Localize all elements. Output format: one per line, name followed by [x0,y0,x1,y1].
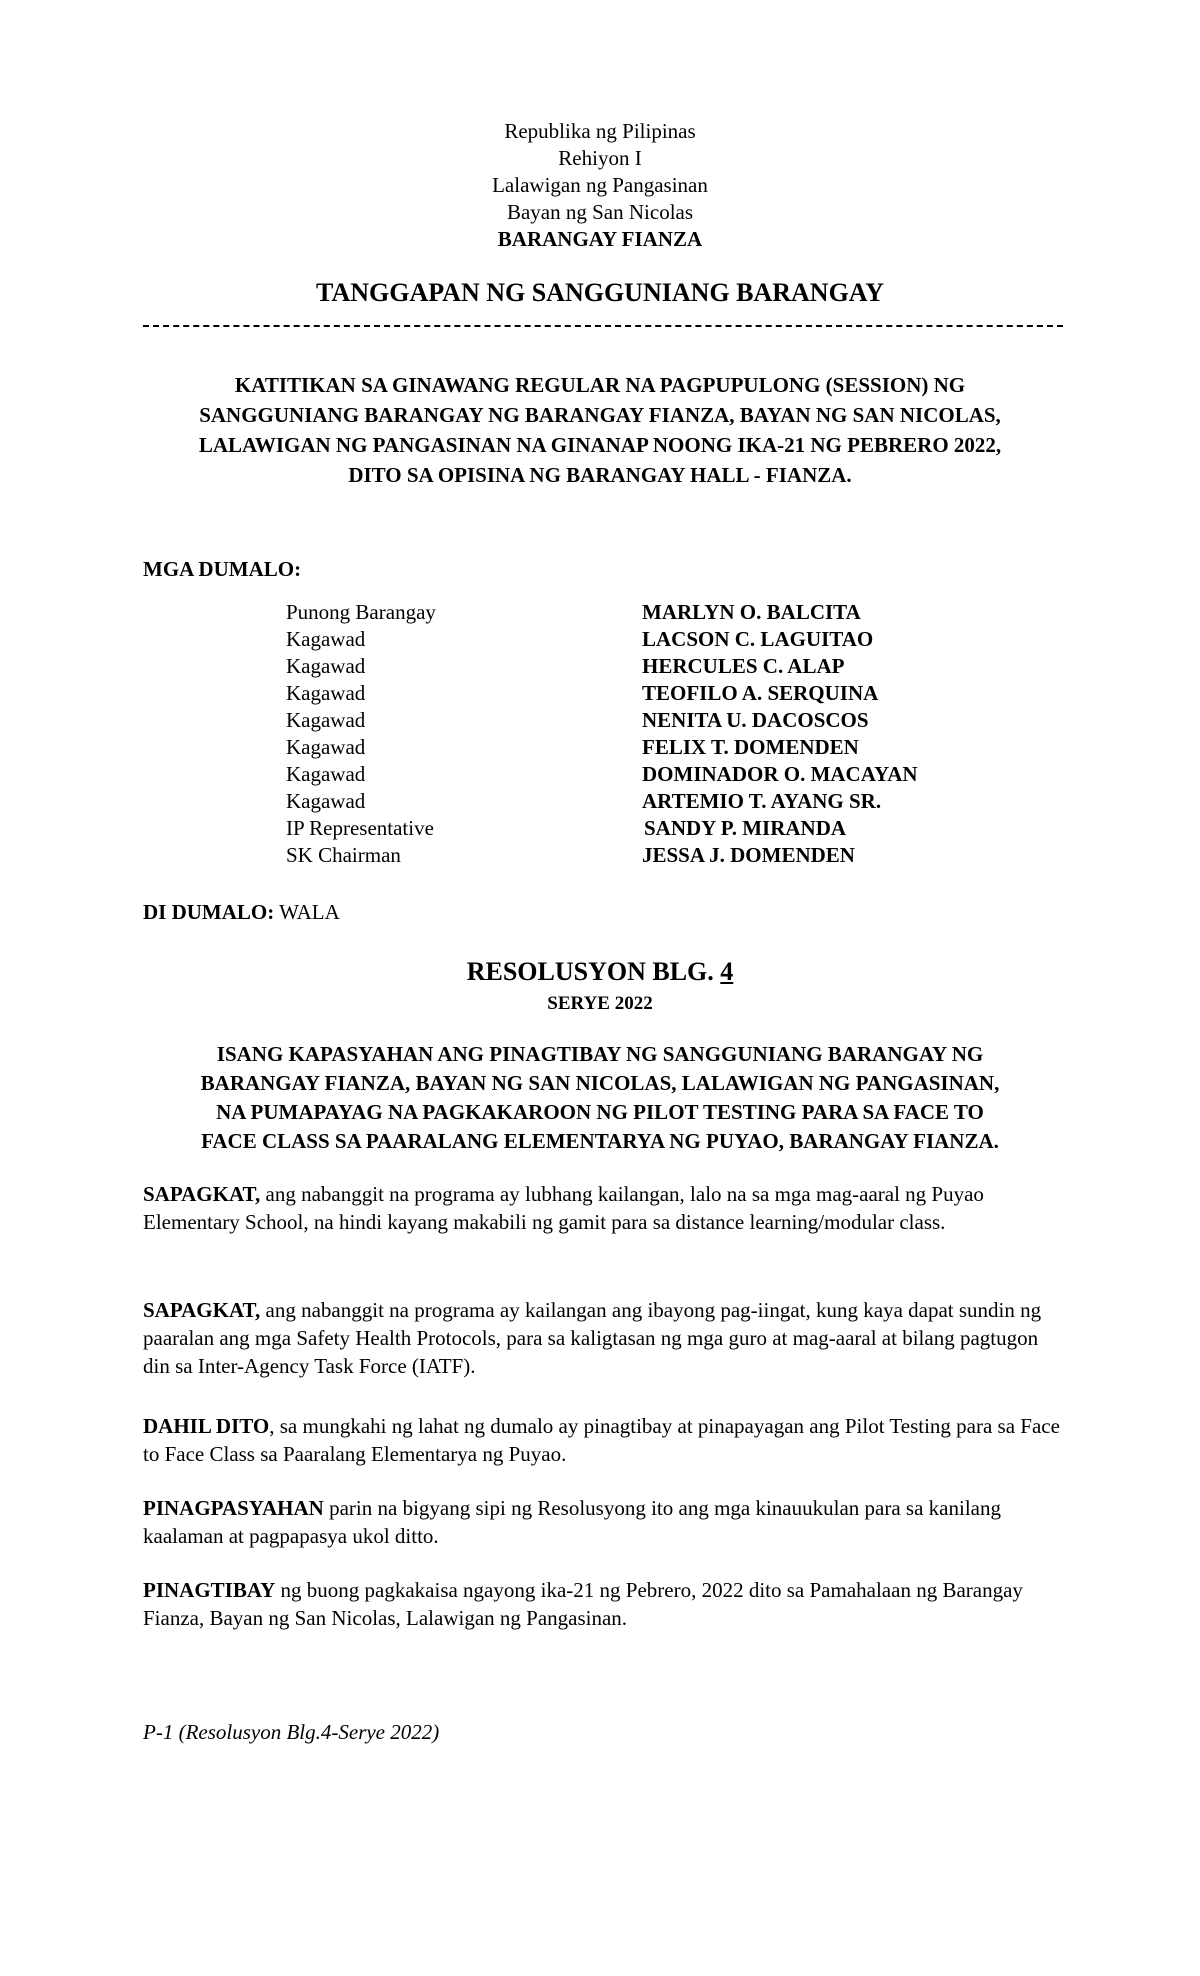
paragraph-lead: SAPAGKAT, [143,1298,261,1322]
page-footer: P-1 (Resolusyon Blg.4-Serye 2022) [143,1720,440,1744]
attendee-row [286,789,1066,816]
dashed-divider [143,325,1063,327]
paragraph-text: , sa mungkahi ng lahat ng dumalo ay pinagtibay at pinapayagan ang Pilot Testing para sa Face to Face Class sa Paaralang Elementarya ng Puyao. [143,1414,1060,1466]
minutes-title-line: KATITIKAN SA GINAWANG REGULAR NA PAGPUPULONG (SESSION) NG [234,373,966,397]
resolution-series: SERYE 2022 [547,993,653,1014]
paragraph-text: ng buong pagkakaisa ngayong ika-21 ng Pebrero, 2022 dito sa Pamahalaan ng Barangay Fianza, Bayan ng San Nicolas, Lalawigan ng Pangasinan. [143,1578,1023,1630]
attendee-name: MARLYN O. BALCITA [642,600,861,624]
attendee-role: Kagawad [286,789,366,813]
resolution-heading-line: BARANGAY FIANZA, BAYAN NG SAN NICOLAS, LALAWIGAN NG PANGASINAN, [200,1071,1000,1095]
attendee-role: IP Representative [286,816,434,840]
attendee-name: TEOFILO A. SERQUINA [642,681,879,705]
resolution-heading-line: ISANG KAPASYAHAN ANG PINAGTIBAY NG SANGGUNIANG BARANGAY NG [216,1042,984,1066]
attendee-role: Kagawad [286,762,366,786]
attendee-row [286,816,1066,843]
paragraph-lead: PINAGPASYAHAN [143,1496,324,1520]
minutes-title-line: SANGGUNIANG BARANGAY NG BARANGAY FIANZA, BAYAN NG SAN NICOLAS, [199,403,1001,427]
attendee-role: Kagawad [286,681,366,705]
resolved-paragraph [143,1494,1063,1550]
resolution-heading-line: FACE CLASS SA PAARALANG ELEMENTARYA NG PUYAO, BARANGAY FIANZA. [201,1129,999,1153]
office-title: TANGGAPAN NG SANGGUNIANG BARANGAY [316,278,884,307]
attendee-row [286,654,1066,681]
minutes-title-line: LALAWIGAN NG PANGASINAN NA GINANAP NOONG IKA-21 NG PEBRERO 2022, [198,433,1002,457]
header-barangay: BARANGAY FIANZA [497,227,703,251]
minutes-title [130,370,1070,490]
header-province: Lalawigan ng Pangasinan [492,173,708,197]
attendee-row [286,627,1066,654]
attendees-label: MGA DUMALO: [143,557,302,581]
attendee-row [286,843,1066,870]
paragraph-lead: DAHIL DITO [143,1414,270,1438]
attendee-name: ARTEMIO T. AYANG SR. [642,789,882,813]
attendee-row [286,708,1066,735]
attendee-row [286,735,1066,762]
paragraph-lead: SAPAGKAT, [143,1182,261,1206]
attendee-role: SK Chairman [286,843,401,867]
resolution-heading [130,1040,1070,1156]
attendee-name: JESSA J. DOMENDEN [642,843,855,867]
whereas-paragraph-2 [143,1296,1063,1380]
absent-label: DI DUMALO: [143,900,275,924]
attendee-name: FELIX T. DOMENDEN [642,735,859,759]
attendee-role: Kagawad [286,735,366,759]
paragraph-text: ang nabanggit na programa ay lubhang kailangan, lalo na sa mga mag-aaral ng Puyao Elementary School, na hindi kayang makabili ng gamit para sa distance learning/modular class. [143,1182,984,1234]
paragraph-text: ang nabanggit na programa ay kailangan ang ibayong pag-iingat, kung kaya dapat sundin ng paaralan ang mga Safety Health Protocols, para sa kaligtasan ng mga guro at mag-aaral at bilang pagtugon din sa Inter-Agency Task Force (IATF). [143,1298,1042,1378]
header-country: Republika ng Pilipinas [504,119,696,143]
resolution-title-prefix: RESOLUSYON BLG. [466,957,714,986]
therefore-paragraph [143,1412,1063,1468]
attendee-name: SANDY P. MIRANDA [644,816,847,840]
attendee-row [286,762,1066,789]
absent-line [143,900,340,925]
whereas-paragraph-1 [143,1180,1063,1236]
attendee-row [286,600,1066,627]
minutes-title-line: DITO SA OPISINA NG BARANGAY HALL - FIANZA. [348,463,852,487]
resolution-title [0,957,1200,987]
paragraph-lead: PINAGTIBAY [143,1578,276,1602]
attendee-role: Kagawad [286,627,366,651]
attendee-role: Kagawad [286,708,366,732]
attendee-role: Punong Barangay [286,600,436,624]
paragraph-text: parin na bigyang sipi ng Resolusyong ito ang mga kinauukulan para sa kanilang kaalaman at pagpapasya ukol ditto. [143,1496,1001,1548]
absent-value: WALA [279,900,340,924]
attendee-name: HERCULES C. ALAP [642,654,845,678]
attendee-name: DOMINADOR O. MACAYAN [642,762,918,786]
resolution-heading-line: NA PUMAPAYAG NA PAGKAKAROON NG PILOT TESTING PARA SA FACE TO [216,1100,984,1124]
approved-paragraph [143,1576,1063,1632]
attendee-row [286,681,1066,708]
resolution-number: 4 [720,957,734,986]
header-municipality: Bayan ng San Nicolas [506,200,694,224]
attendee-role: Kagawad [286,654,366,678]
attendee-name: NENITA U. DACOSCOS [642,708,869,732]
header-region: Rehiyon I [558,146,642,170]
attendee-name: LACSON C. LAGUITAO [642,627,874,651]
